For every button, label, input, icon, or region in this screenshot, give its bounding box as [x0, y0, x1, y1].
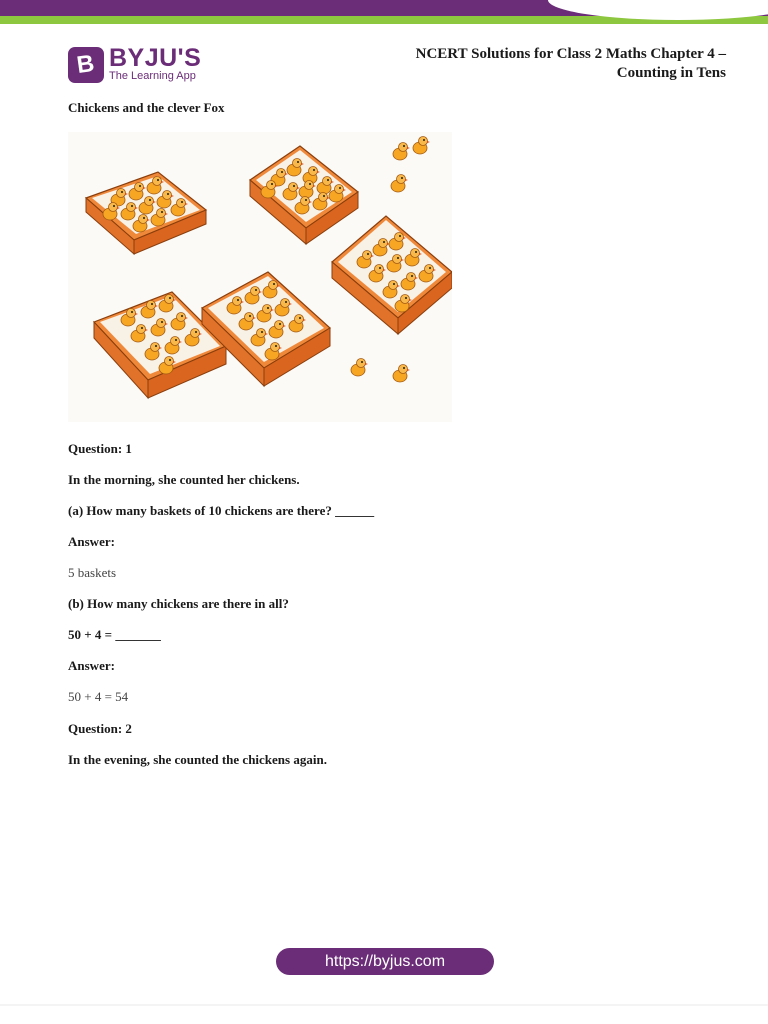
logo-name: BYJU'S [109, 44, 202, 72]
page-header-title: NCERT Solutions for Class 2 Maths Chapter 4 – Counting in Tens [415, 46, 726, 81]
question-2-text: In the evening, she counted the chickens again. [68, 752, 327, 767]
logo-tagline: The Learning App [109, 70, 196, 82]
section-title: Chickens and the clever Fox [68, 100, 225, 115]
byjus-logo[interactable] [68, 46, 201, 83]
baskets-of-chickens-illustration [68, 132, 452, 422]
question-1b-expression: 50 + 4 = _______ [68, 627, 161, 642]
question-2-label: Question: 2 [68, 721, 132, 736]
answer-label: Answer: [68, 534, 115, 549]
footer-website-link[interactable]: https://byjus.com [276, 948, 494, 975]
question-1-label: Question: 1 [68, 441, 132, 456]
answer-1b: 50 + 4 = 54 [68, 689, 129, 704]
top-decorative-band [0, 0, 768, 26]
question-1b-text: (b) How many chickens are there in all? [68, 596, 289, 611]
answer-label: Answer: [68, 658, 115, 673]
basket-3 [332, 216, 452, 334]
basket-5 [202, 272, 330, 386]
question-1a-text: (a) How many baskets of 10 chickens are there? ______ [68, 503, 375, 518]
answer-1a: 5 baskets [68, 565, 117, 580]
basket-2 [250, 146, 358, 244]
logo-mark-icon: B [68, 47, 104, 83]
basket-1 [86, 172, 206, 254]
question-1-text: In the morning, she counted her chickens. [68, 472, 300, 487]
footer-divider [0, 1004, 768, 1006]
